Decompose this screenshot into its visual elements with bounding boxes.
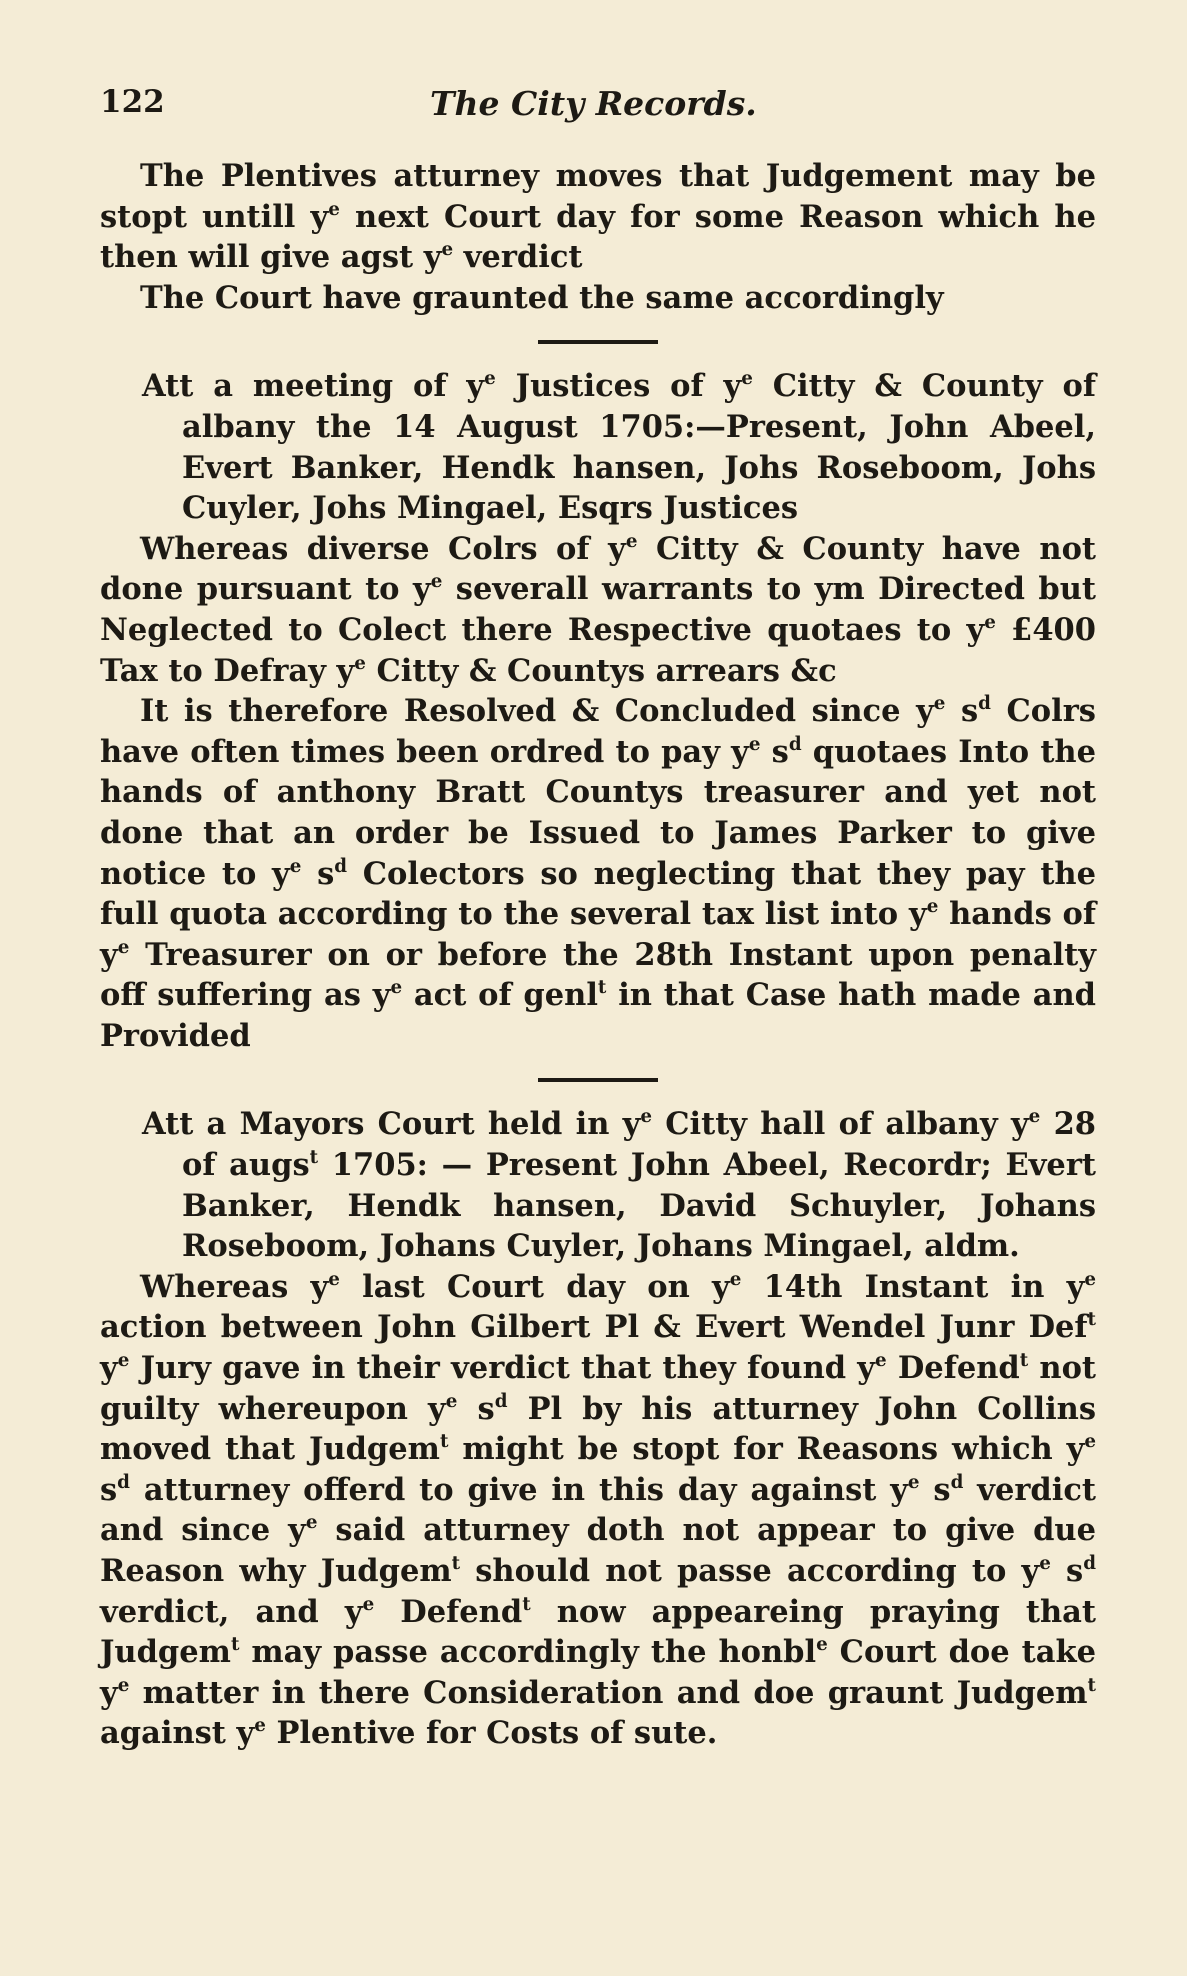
meeting-heading-mayors-court — [100, 1104, 1096, 1266]
paragraph-whereas-colrs — [100, 529, 1096, 691]
text-run: Citty & County have not done pursuant to y — [100, 530, 1097, 608]
text-run: said atturney doth not appear to give due Reason why Judgem — [100, 1512, 1096, 1589]
text-run: Whereas diverse Colrs of y — [140, 530, 626, 567]
text-run: y — [100, 1350, 118, 1387]
text-run: matter in there Consideration and doe graunt Judgem — [129, 1674, 1088, 1711]
text-run: s — [919, 1471, 951, 1508]
text-run: might be stopt for Reasons which y — [448, 1431, 1085, 1468]
text-run: Att a Mayors Court held in y — [142, 1106, 641, 1143]
superscript: t — [522, 1593, 531, 1615]
text-run: Citty & County of albany the 14 August 1705:—Present, John Abeel, Evert Banker, Hendk hansen, Johs Roseboom, Johs Cuyler, Johs Mingael, Esqrs Justices — [182, 368, 1097, 527]
superscript: e — [289, 855, 302, 877]
text-run: severall warrants to ym Directed but Neglected to Colect there Respective quotaes to y — [100, 571, 1097, 648]
text-run: verdict, and y — [100, 1593, 363, 1630]
superscript: e — [1028, 1106, 1041, 1128]
section-divider — [538, 1078, 658, 1082]
text-run: Whereas y — [140, 1268, 329, 1305]
text-run: Court doe take y — [100, 1634, 1096, 1711]
superscript: e — [1084, 1431, 1097, 1453]
section-divider — [538, 340, 658, 344]
text-run: s — [1050, 1553, 1084, 1589]
superscript: e — [729, 1268, 742, 1290]
superscript: e — [1039, 1553, 1051, 1575]
superscript: e — [430, 571, 443, 593]
paragraph-resolved — [100, 691, 1096, 1056]
text-run: Pl by his atturney John Collins moved that Judgem — [100, 1390, 1097, 1468]
superscript: e — [117, 936, 130, 958]
superscript: d — [334, 855, 348, 877]
superscript: e — [875, 1350, 887, 1372]
superscript: t — [597, 977, 607, 999]
superscript: e — [354, 652, 366, 674]
text-run: Att a meeting of y — [142, 368, 485, 405]
text-run: s — [457, 1390, 495, 1427]
text-run: 1705: — Present John Abeel, Recordr; Evert Banker, Hendk hansen, David Schuyler, Johans Roseboom, Johans Cuyler, Johans Mingael, aldm. — [182, 1147, 1096, 1265]
superscript: t — [230, 1634, 240, 1656]
paragraph-judgement-stopt — [100, 156, 1096, 278]
text-run: against y — [100, 1715, 255, 1752]
text-run: action between John Gilbert Pl & Evert Wendel Junr Def — [100, 1309, 1088, 1346]
superscript: t — [1087, 1309, 1096, 1331]
text-run: s — [301, 855, 335, 892]
text-run: Citty & Countys arrears &c — [365, 652, 837, 689]
superscript: d — [117, 1471, 130, 1493]
text-run: next Court day for some Reason which he then will give agst y — [100, 198, 1096, 276]
superscript: e — [625, 530, 638, 552]
superscript: e — [362, 1593, 375, 1615]
superscript: d — [788, 733, 802, 755]
superscript: e — [741, 368, 753, 390]
superscript: e — [441, 239, 454, 261]
page-number: 122 — [100, 84, 165, 120]
page-body — [100, 156, 1096, 1754]
text-run: £400 Tax to Defray y — [100, 611, 1096, 689]
paragraph-court-graunted: The Court have graunted the same accordingly — [140, 279, 944, 316]
superscript: e — [328, 198, 340, 220]
text-run: s — [760, 733, 789, 770]
superscript: e — [926, 896, 939, 918]
text-run: verdict — [453, 239, 583, 276]
text-run: Colectors so neglecting that they pay the full quota according to the several tax list into y — [100, 855, 1097, 933]
text-run: Defend — [886, 1350, 1020, 1387]
text-run: Justices of y — [495, 368, 742, 405]
superscript: e — [640, 1106, 652, 1128]
text-run: now appeareing praying that Judgem — [100, 1593, 1097, 1671]
superscript: d — [1083, 1553, 1096, 1575]
text-run: Treasurer on or before the 28th Instant upon penalty off suffering as y — [100, 936, 1096, 1014]
superscript: t — [1087, 1674, 1096, 1696]
text-run: It is therefore Resolved & Concluded since y — [140, 693, 934, 730]
text-run: in that Case hath made and Provided — [100, 977, 1097, 1054]
running-title: The City Records. — [430, 84, 757, 123]
superscript: t — [1019, 1350, 1029, 1372]
text-run: Citty hall of albany y — [652, 1106, 1029, 1143]
page-header — [100, 84, 1090, 134]
text-run: may passe accordingly the honbl — [239, 1634, 817, 1671]
text-run: The Plentives atturney moves that Judgement may be stopt untill y — [100, 158, 1096, 235]
superscript: e — [484, 368, 496, 390]
text-run: hands of y — [100, 896, 1096, 973]
superscript: d — [950, 1471, 964, 1493]
meeting-heading-justices — [100, 366, 1096, 528]
superscript: t — [309, 1147, 319, 1169]
superscript: t — [439, 1431, 449, 1453]
superscript: e — [445, 1390, 458, 1412]
superscript: d — [978, 693, 991, 715]
text-run: atturney offerd to give in this day against y — [129, 1471, 908, 1508]
text-run: should not passe according to y — [460, 1553, 1040, 1589]
superscript: e — [816, 1634, 828, 1656]
superscript: e — [390, 977, 403, 999]
text-run: 28 of augs — [182, 1106, 1097, 1184]
text-run: Defend — [374, 1593, 523, 1630]
superscript: e — [254, 1715, 266, 1737]
text-run: quotaes Into the hands of anthony Bratt Countys treasurer and yet not done that an order be Issued to James Parker to give notice to y — [100, 733, 1096, 892]
superscript: e — [305, 1512, 318, 1534]
text-run: 14th Instant in y — [741, 1268, 1085, 1305]
text-run: verdict and since y — [100, 1471, 1097, 1549]
superscript: t — [451, 1553, 461, 1575]
superscript: e — [117, 1350, 130, 1372]
superscript: e — [1084, 1268, 1096, 1290]
text-run: not guilty whereupon y — [100, 1350, 1097, 1427]
text-run: act of genl — [402, 977, 598, 1014]
text-run: s — [100, 1471, 118, 1508]
text-run: Colrs have often times been ordred to pay y — [100, 693, 1096, 770]
paragraph-whereas-last-court-day — [100, 1267, 1096, 1754]
superscript: e — [907, 1471, 920, 1493]
text-run: last Court day on y — [339, 1268, 730, 1305]
text-run: Jury gave in their verdict that they found y — [129, 1350, 876, 1387]
text-run: Plentive for Costs of sute. — [265, 1715, 718, 1752]
superscript: e — [328, 1268, 340, 1290]
superscript: e — [984, 612, 996, 634]
superscript: e — [117, 1674, 130, 1696]
superscript: e — [933, 693, 946, 715]
text-run: s — [945, 693, 979, 730]
superscript: e — [748, 733, 761, 755]
superscript: d — [494, 1390, 508, 1412]
